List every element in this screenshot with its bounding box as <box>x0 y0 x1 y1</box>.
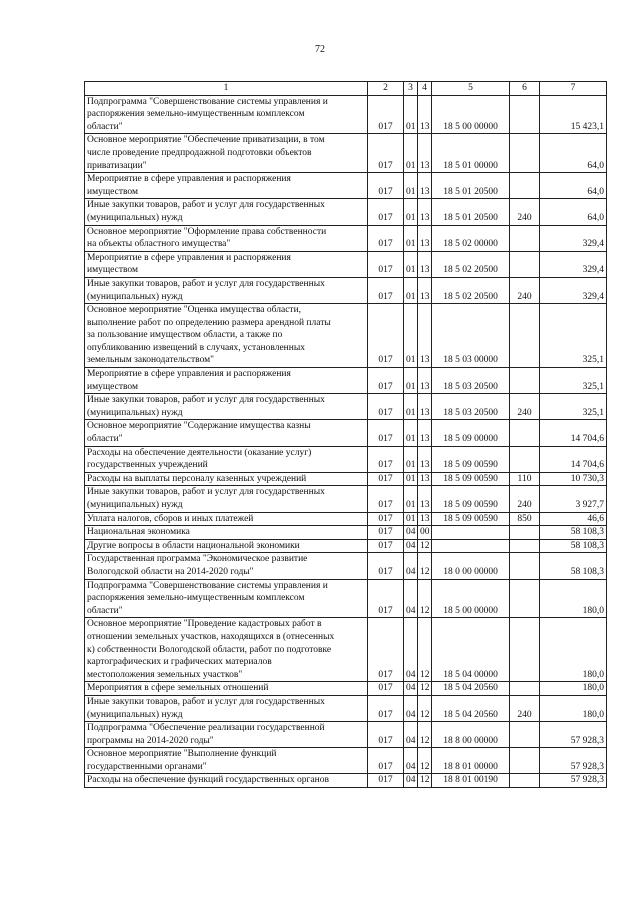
table-row <box>85 486 607 512</box>
amount-cell: 180,0 <box>540 579 607 618</box>
subsection-code-cell: 13 <box>418 368 432 394</box>
expense-type-code-cell <box>510 553 540 579</box>
section-code-cell: 01 <box>404 134 418 173</box>
item-name-cell: Расходы на обеспечение деятельности (оказание услуг) государственных учреждений <box>85 446 368 472</box>
item-name-cell: Иные закупки товаров, работ и услуг для государственных (муниципальных) нужд <box>85 394 368 420</box>
header-row <box>85 82 607 96</box>
target-article-code-cell: 18 5 03 20500 <box>432 368 510 394</box>
amount-cell: 57 928,3 <box>540 774 607 788</box>
table-row <box>85 446 607 472</box>
amount-cell: 58 108,3 <box>540 526 607 540</box>
admin-code-cell: 017 <box>368 748 404 774</box>
expense-type-code-cell: 240 <box>510 486 540 512</box>
column-header: 6 <box>510 82 540 96</box>
target-article-code-cell: 18 8 01 00000 <box>432 748 510 774</box>
target-article-code-cell: 18 5 09 00590 <box>432 446 510 472</box>
amount-cell: 64,0 <box>540 134 607 173</box>
subsection-code-cell: 12 <box>418 579 432 618</box>
item-name-cell: Национальная экономика <box>85 526 368 540</box>
target-article-code-cell <box>432 539 510 553</box>
amount-cell: 325,1 <box>540 394 607 420</box>
target-article-code-cell: 18 5 01 00000 <box>432 134 510 173</box>
item-name-cell: Основное мероприятие "Выполнение функций государственными органами" <box>85 748 368 774</box>
table-row <box>85 539 607 553</box>
subsection-code-cell: 13 <box>418 420 432 446</box>
item-name-cell: Расходы на выплаты персоналу казенных учреждений <box>85 472 368 486</box>
section-code-cell: 04 <box>404 553 418 579</box>
item-name-cell: Основное мероприятие "Содержание имущества казны области" <box>85 420 368 446</box>
admin-code-cell: 017 <box>368 682 404 696</box>
amount-cell: 3 927,7 <box>540 486 607 512</box>
admin-code-cell: 017 <box>368 695 404 721</box>
amount-cell: 14 704,6 <box>540 446 607 472</box>
admin-code-cell: 017 <box>368 368 404 394</box>
admin-code-cell: 017 <box>368 173 404 199</box>
expense-type-code-cell <box>510 173 540 199</box>
section-code-cell: 04 <box>404 526 418 540</box>
section-code-cell: 01 <box>404 420 418 446</box>
expense-type-code-cell <box>510 134 540 173</box>
amount-cell: 180,0 <box>540 682 607 696</box>
admin-code-cell: 017 <box>368 394 404 420</box>
admin-code-cell: 017 <box>368 539 404 553</box>
section-code-cell: 01 <box>404 472 418 486</box>
amount-cell: 57 928,3 <box>540 722 607 748</box>
table-row <box>85 95 607 134</box>
subsection-code-cell: 13 <box>418 134 432 173</box>
section-code-cell: 04 <box>404 695 418 721</box>
table-row <box>85 368 607 394</box>
table-row <box>85 134 607 173</box>
admin-code-cell: 017 <box>368 251 404 277</box>
admin-code-cell: 017 <box>368 420 404 446</box>
target-article-code-cell: 18 0 00 00000 <box>432 553 510 579</box>
expense-type-code-cell <box>510 304 540 368</box>
target-article-code-cell: 18 5 09 00590 <box>432 486 510 512</box>
amount-cell: 325,1 <box>540 304 607 368</box>
table-row <box>85 512 607 526</box>
subsection-code-cell: 00 <box>418 526 432 540</box>
item-name-cell: Основное мероприятие "Обеспечение приватизации, в том числе проведение предпродажной подготовки объектов приватизации" <box>85 134 368 173</box>
expense-type-code-cell: 240 <box>510 394 540 420</box>
admin-code-cell: 017 <box>368 553 404 579</box>
admin-code-cell: 017 <box>368 472 404 486</box>
amount-cell: 46,6 <box>540 512 607 526</box>
target-article-code-cell: 18 5 04 00000 <box>432 618 510 682</box>
section-code-cell: 01 <box>404 394 418 420</box>
target-article-code-cell: 18 5 09 00590 <box>432 472 510 486</box>
item-name-cell: Другие вопросы в области национальной экономики <box>85 539 368 553</box>
target-article-code-cell: 18 8 01 00190 <box>432 774 510 788</box>
section-code-cell: 04 <box>404 722 418 748</box>
subsection-code-cell: 13 <box>418 95 432 134</box>
subsection-code-cell: 13 <box>418 225 432 251</box>
item-name-cell: Уплата налогов, сборов и иных платежей <box>85 512 368 526</box>
expense-type-code-cell <box>510 618 540 682</box>
table-row <box>85 199 607 225</box>
table-row <box>85 618 607 682</box>
subsection-code-cell: 13 <box>418 472 432 486</box>
subsection-code-cell: 12 <box>418 774 432 788</box>
admin-code-cell: 017 <box>368 446 404 472</box>
table-row <box>85 748 607 774</box>
amount-cell: 15 423,1 <box>540 95 607 134</box>
item-name-cell: Мероприятие в сфере управления и распоряжения имуществом <box>85 173 368 199</box>
amount-cell: 58 108,3 <box>540 539 607 553</box>
column-header: 4 <box>418 82 432 96</box>
target-article-code-cell: 18 5 04 20560 <box>432 695 510 721</box>
table-row <box>85 722 607 748</box>
subsection-code-cell: 13 <box>418 446 432 472</box>
amount-cell: 10 730,3 <box>540 472 607 486</box>
admin-code-cell: 017 <box>368 199 404 225</box>
subsection-code-cell: 13 <box>418 512 432 526</box>
section-code-cell: 01 <box>404 199 418 225</box>
table-row <box>85 304 607 368</box>
expense-type-code-cell <box>510 225 540 251</box>
table-row <box>85 173 607 199</box>
table-row <box>85 277 607 303</box>
admin-code-cell: 017 <box>368 526 404 540</box>
section-code-cell: 01 <box>404 225 418 251</box>
amount-cell: 325,1 <box>540 368 607 394</box>
item-name-cell: Государственная программа "Экономическое развитие Вологодской области на 2014-2020 годы" <box>85 553 368 579</box>
expense-type-code-cell: 240 <box>510 277 540 303</box>
table-row <box>85 553 607 579</box>
table-row <box>85 695 607 721</box>
item-name-cell: Мероприятия в сфере земельных отношений <box>85 682 368 696</box>
item-name-cell: Подпрограмма "Совершенствование системы управления и распоряжения земельно-имущественным комплексом области" <box>85 95 368 134</box>
admin-code-cell: 017 <box>368 512 404 526</box>
subsection-code-cell: 12 <box>418 682 432 696</box>
amount-cell: 180,0 <box>540 695 607 721</box>
amount-cell: 64,0 <box>540 173 607 199</box>
section-code-cell: 04 <box>404 618 418 682</box>
table-row <box>85 579 607 618</box>
table-row <box>85 251 607 277</box>
expense-type-code-cell <box>510 774 540 788</box>
item-name-cell: Мероприятие в сфере управления и распоряжения имуществом <box>85 251 368 277</box>
amount-cell: 180,0 <box>540 618 607 682</box>
expense-type-code-cell <box>510 748 540 774</box>
section-code-cell: 04 <box>404 682 418 696</box>
section-code-cell: 01 <box>404 486 418 512</box>
amount-cell: 329,4 <box>540 277 607 303</box>
target-article-code-cell: 18 5 01 20500 <box>432 199 510 225</box>
item-name-cell: Основное мероприятие "Оценка имущества области, выполнение работ по определению размера арендной платы за пользование имуществом области, а также по опубликованию извещений в случаях, установленных земельным законодательством" <box>85 304 368 368</box>
item-name-cell: Иные закупки товаров, работ и услуг для государственных (муниципальных) нужд <box>85 199 368 225</box>
page-number: 72 <box>315 44 325 55</box>
table-row <box>85 774 607 788</box>
subsection-code-cell: 12 <box>418 553 432 579</box>
target-article-code-cell: 18 5 02 00000 <box>432 225 510 251</box>
target-article-code-cell: 18 5 00 00000 <box>432 579 510 618</box>
amount-cell: 329,4 <box>540 251 607 277</box>
item-name-cell: Основное мероприятие "Проведение кадастровых работ в отношении земельных участков, находящихся в (отнесенных к) собственности Вологодской области, работ по подготовке картографических и графических материалов местоположения земельных участков" <box>85 618 368 682</box>
subsection-code-cell: 13 <box>418 173 432 199</box>
amount-cell: 58 108,3 <box>540 553 607 579</box>
table-row <box>85 225 607 251</box>
subsection-code-cell: 12 <box>418 722 432 748</box>
admin-code-cell: 017 <box>368 304 404 368</box>
section-code-cell: 04 <box>404 539 418 553</box>
section-code-cell: 01 <box>404 251 418 277</box>
budget-table <box>84 81 607 788</box>
target-article-code-cell: 18 5 03 20500 <box>432 394 510 420</box>
column-header: 5 <box>432 82 510 96</box>
admin-code-cell: 017 <box>368 618 404 682</box>
subsection-code-cell: 13 <box>418 304 432 368</box>
admin-code-cell: 017 <box>368 774 404 788</box>
target-article-code-cell: 18 5 02 20500 <box>432 251 510 277</box>
table-row <box>85 526 607 540</box>
amount-cell: 57 928,3 <box>540 748 607 774</box>
column-header: 7 <box>540 82 607 96</box>
expense-type-code-cell <box>510 526 540 540</box>
amount-cell: 64,0 <box>540 199 607 225</box>
subsection-code-cell: 12 <box>418 748 432 774</box>
admin-code-cell: 017 <box>368 134 404 173</box>
expense-type-code-cell: 850 <box>510 512 540 526</box>
section-code-cell: 04 <box>404 579 418 618</box>
section-code-cell: 01 <box>404 277 418 303</box>
target-article-code-cell: 18 5 09 00000 <box>432 420 510 446</box>
item-name-cell: Основное мероприятие "Оформление права собственности на объекты областного имущества" <box>85 225 368 251</box>
target-article-code-cell: 18 5 01 20500 <box>432 173 510 199</box>
column-header: 3 <box>404 82 418 96</box>
admin-code-cell: 017 <box>368 579 404 618</box>
section-code-cell: 01 <box>404 95 418 134</box>
item-name-cell: Мероприятие в сфере управления и распоряжения имуществом <box>85 368 368 394</box>
item-name-cell: Иные закупки товаров, работ и услуг для государственных (муниципальных) нужд <box>85 277 368 303</box>
section-code-cell: 01 <box>404 368 418 394</box>
section-code-cell: 01 <box>404 446 418 472</box>
expense-type-code-cell <box>510 539 540 553</box>
subsection-code-cell: 13 <box>418 394 432 420</box>
column-header: 2 <box>368 82 404 96</box>
table-row <box>85 472 607 486</box>
target-article-code-cell: 18 5 03 00000 <box>432 304 510 368</box>
target-article-code-cell: 18 5 00 00000 <box>432 95 510 134</box>
expense-type-code-cell <box>510 95 540 134</box>
expense-type-code-cell: 240 <box>510 695 540 721</box>
target-article-code-cell <box>432 526 510 540</box>
admin-code-cell: 017 <box>368 95 404 134</box>
table-body <box>85 95 607 787</box>
target-article-code-cell: 18 5 09 00590 <box>432 512 510 526</box>
table-row <box>85 420 607 446</box>
subsection-code-cell: 13 <box>418 486 432 512</box>
expense-type-code-cell <box>510 722 540 748</box>
expense-type-code-cell <box>510 420 540 446</box>
target-article-code-cell: 18 8 00 00000 <box>432 722 510 748</box>
expense-type-code-cell <box>510 682 540 696</box>
admin-code-cell: 017 <box>368 277 404 303</box>
expense-type-code-cell <box>510 579 540 618</box>
item-name-cell: Иные закупки товаров, работ и услуг для государственных (муниципальных) нужд <box>85 695 368 721</box>
item-name-cell: Иные закупки товаров, работ и услуг для государственных (муниципальных) нужд <box>85 486 368 512</box>
table-row <box>85 394 607 420</box>
admin-code-cell: 017 <box>368 722 404 748</box>
admin-code-cell: 017 <box>368 486 404 512</box>
section-code-cell: 01 <box>404 512 418 526</box>
expense-type-code-cell: 110 <box>510 472 540 486</box>
target-article-code-cell: 18 5 04 20560 <box>432 682 510 696</box>
section-code-cell: 04 <box>404 774 418 788</box>
section-code-cell: 04 <box>404 748 418 774</box>
item-name-cell: Подпрограмма "Совершенствование системы управления и распоряжения земельно-имущественным комплексом области" <box>85 579 368 618</box>
amount-cell: 329,4 <box>540 225 607 251</box>
section-code-cell: 01 <box>404 173 418 199</box>
expense-type-code-cell <box>510 446 540 472</box>
admin-code-cell: 017 <box>368 225 404 251</box>
amount-cell: 14 704,6 <box>540 420 607 446</box>
expense-type-code-cell <box>510 251 540 277</box>
item-name-cell: Подпрограмма "Обеспечение реализации государственной программы на 2014-2020 годы" <box>85 722 368 748</box>
subsection-code-cell: 12 <box>418 695 432 721</box>
table-row <box>85 682 607 696</box>
section-code-cell: 01 <box>404 304 418 368</box>
column-header: 1 <box>85 82 368 96</box>
expense-type-code-cell <box>510 368 540 394</box>
subsection-code-cell: 12 <box>418 539 432 553</box>
subsection-code-cell: 13 <box>418 277 432 303</box>
target-article-code-cell: 18 5 02 20500 <box>432 277 510 303</box>
subsection-code-cell: 13 <box>418 251 432 277</box>
subsection-code-cell: 12 <box>418 618 432 682</box>
expense-type-code-cell: 240 <box>510 199 540 225</box>
item-name-cell: Расходы на обеспечение функций государственных органов <box>85 774 368 788</box>
subsection-code-cell: 13 <box>418 199 432 225</box>
